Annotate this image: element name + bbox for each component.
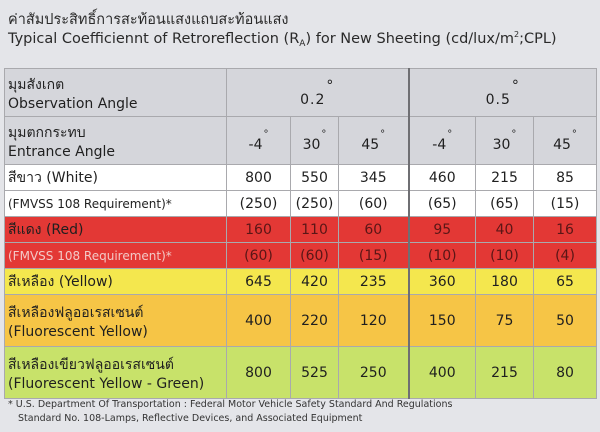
entrance-angle-cell bbox=[291, 117, 339, 165]
table-cell: 85 bbox=[534, 165, 597, 191]
table-cell: 420 bbox=[291, 269, 339, 295]
degree-symbol: ° bbox=[380, 128, 386, 140]
entrance-angle-cell bbox=[339, 117, 409, 165]
degree-symbol: ° bbox=[571, 128, 577, 140]
table-cell: 80 bbox=[534, 347, 597, 399]
entrance-angle-row bbox=[5, 117, 597, 165]
table-cell: (65) bbox=[476, 191, 534, 217]
degree-symbol: ° bbox=[447, 128, 453, 140]
table-cell: 235 bbox=[339, 269, 409, 295]
observation-angle-th: มุมสังเกต bbox=[8, 76, 65, 93]
white-values-row bbox=[5, 165, 597, 191]
entrance-angle-cell bbox=[476, 117, 534, 165]
fluorescent-yellow-label-th: สีเหลืองฟลูออเรสเซนต์ bbox=[8, 304, 144, 321]
fluorescent-yellow-green-label-en: (Fluorescent Yellow - Green) bbox=[8, 375, 205, 392]
fluorescent-yellow-label bbox=[5, 295, 227, 347]
fluorescent-yellow-green-label-th: สีเหลืองเขียวฟลูออเรสเซนต์ bbox=[8, 356, 174, 373]
angle-value: 30 bbox=[492, 136, 511, 153]
table-cell: (60) bbox=[339, 191, 409, 217]
table-cell: 345 bbox=[339, 165, 409, 191]
table-cell: 460 bbox=[409, 165, 476, 191]
table-cell: 215 bbox=[476, 165, 534, 191]
angle-value: 30 bbox=[302, 136, 321, 153]
title-en-mid: ) for New Sheeting (cd/lux/m bbox=[305, 31, 514, 47]
table-cell: (10) bbox=[409, 243, 476, 269]
table-cell: 75 bbox=[476, 295, 534, 347]
table-cell: (60) bbox=[227, 243, 291, 269]
table-cell: 220 bbox=[291, 295, 339, 347]
title-thai: ค่าสัมประสิทธิ์การสะท้อนแสงแถบสะท้อนแสง bbox=[8, 12, 289, 28]
degree-symbol: ° bbox=[511, 128, 517, 140]
angle-value: -4 bbox=[432, 136, 447, 153]
entrance-angle-th: มุมตกกระทบ bbox=[8, 124, 86, 141]
table-cell: 110 bbox=[291, 217, 339, 243]
table-cell: 550 bbox=[291, 165, 339, 191]
table-cell: (65) bbox=[409, 191, 476, 217]
observation-angle-label bbox=[5, 69, 227, 117]
table-cell: (250) bbox=[291, 191, 339, 217]
table-cell: 215 bbox=[476, 347, 534, 399]
angle-value: 45 bbox=[553, 136, 571, 153]
title-english bbox=[8, 30, 557, 49]
entrance-angle-cell bbox=[227, 117, 291, 165]
entrance-angle-cell bbox=[409, 117, 476, 165]
table-cell: 525 bbox=[291, 347, 339, 399]
degree-symbol: ° bbox=[263, 128, 269, 140]
yellow-row bbox=[5, 269, 597, 295]
table-cell: 60 bbox=[339, 217, 409, 243]
entrance-angle-cell bbox=[534, 117, 597, 165]
table-cell: 65 bbox=[534, 269, 597, 295]
fluorescent-yellow-green-row bbox=[5, 347, 597, 399]
table-cell: 645 bbox=[227, 269, 291, 295]
fluorescent-yellow-row bbox=[5, 295, 597, 347]
red-label: สีแดง (Red) bbox=[5, 217, 227, 243]
table-cell: (15) bbox=[339, 243, 409, 269]
white-requirement-row bbox=[5, 191, 597, 217]
table-cell: 50 bbox=[534, 295, 597, 347]
obs-value-a: 0.2 bbox=[300, 91, 326, 108]
observation-angle-0-2 bbox=[227, 69, 409, 117]
red-requirement-label: (FMVSS 108 Requirement)* bbox=[5, 243, 227, 269]
red-values-row bbox=[5, 217, 597, 243]
title-en-pre: Typical Coefficiennt of Retroreflection (R bbox=[8, 31, 300, 47]
table-cell: (15) bbox=[534, 191, 597, 217]
table-cell: 800 bbox=[227, 347, 291, 399]
table-cell: 360 bbox=[409, 269, 476, 295]
title-en-subscript: A bbox=[299, 39, 306, 49]
table-cell: 160 bbox=[227, 217, 291, 243]
table-cell: 800 bbox=[227, 165, 291, 191]
fluorescent-yellow-label-en: (Fluorescent Yellow) bbox=[8, 323, 148, 340]
obs-deg-b: ° bbox=[511, 77, 520, 94]
angle-value: -4 bbox=[248, 136, 263, 153]
angle-value: 45 bbox=[361, 136, 380, 153]
footnote-line-2: Standard No. 108-Lamps, Reflective Devices, and Associated Equipment bbox=[18, 413, 363, 424]
table-cell: 400 bbox=[409, 347, 476, 399]
observation-angle-row bbox=[5, 69, 597, 117]
table-cell: 150 bbox=[409, 295, 476, 347]
table-cell: (60) bbox=[291, 243, 339, 269]
observation-angle-0-5 bbox=[409, 69, 597, 117]
red-requirement-row bbox=[5, 243, 597, 269]
entrance-angle-en: Entrance Angle bbox=[8, 143, 116, 160]
footnote-line-1: * U.S. Department Of Transportation : Federal Motor Vehicle Safety Standard And Regulations bbox=[8, 399, 453, 410]
obs-value-b: 0.5 bbox=[485, 91, 511, 108]
white-requirement-label: (FMVSS 108 Requirement)* bbox=[5, 191, 227, 217]
yellow-label: สีเหลือง (Yellow) bbox=[5, 269, 227, 295]
title-en-post: ;CPL) bbox=[519, 31, 557, 47]
table-cell: 16 bbox=[534, 217, 597, 243]
table-cell: 120 bbox=[339, 295, 409, 347]
title-en-superscript: 2 bbox=[513, 30, 520, 39]
table-cell: 95 bbox=[409, 217, 476, 243]
entrance-angle-label bbox=[5, 117, 227, 165]
table-cell: (250) bbox=[227, 191, 291, 217]
table-cell: 40 bbox=[476, 217, 534, 243]
table-cell: 180 bbox=[476, 269, 534, 295]
table-cell: (10) bbox=[476, 243, 534, 269]
obs-deg-a: ° bbox=[326, 77, 335, 94]
white-label: สีขาว (White) bbox=[5, 165, 227, 191]
degree-symbol: ° bbox=[321, 128, 327, 140]
fluorescent-yellow-green-label bbox=[5, 347, 227, 399]
retroreflection-table bbox=[4, 68, 597, 399]
table-cell: 400 bbox=[227, 295, 291, 347]
observation-angle-en: Observation Angle bbox=[8, 95, 138, 112]
table-cell: 250 bbox=[339, 347, 409, 399]
table-cell: (4) bbox=[534, 243, 597, 269]
